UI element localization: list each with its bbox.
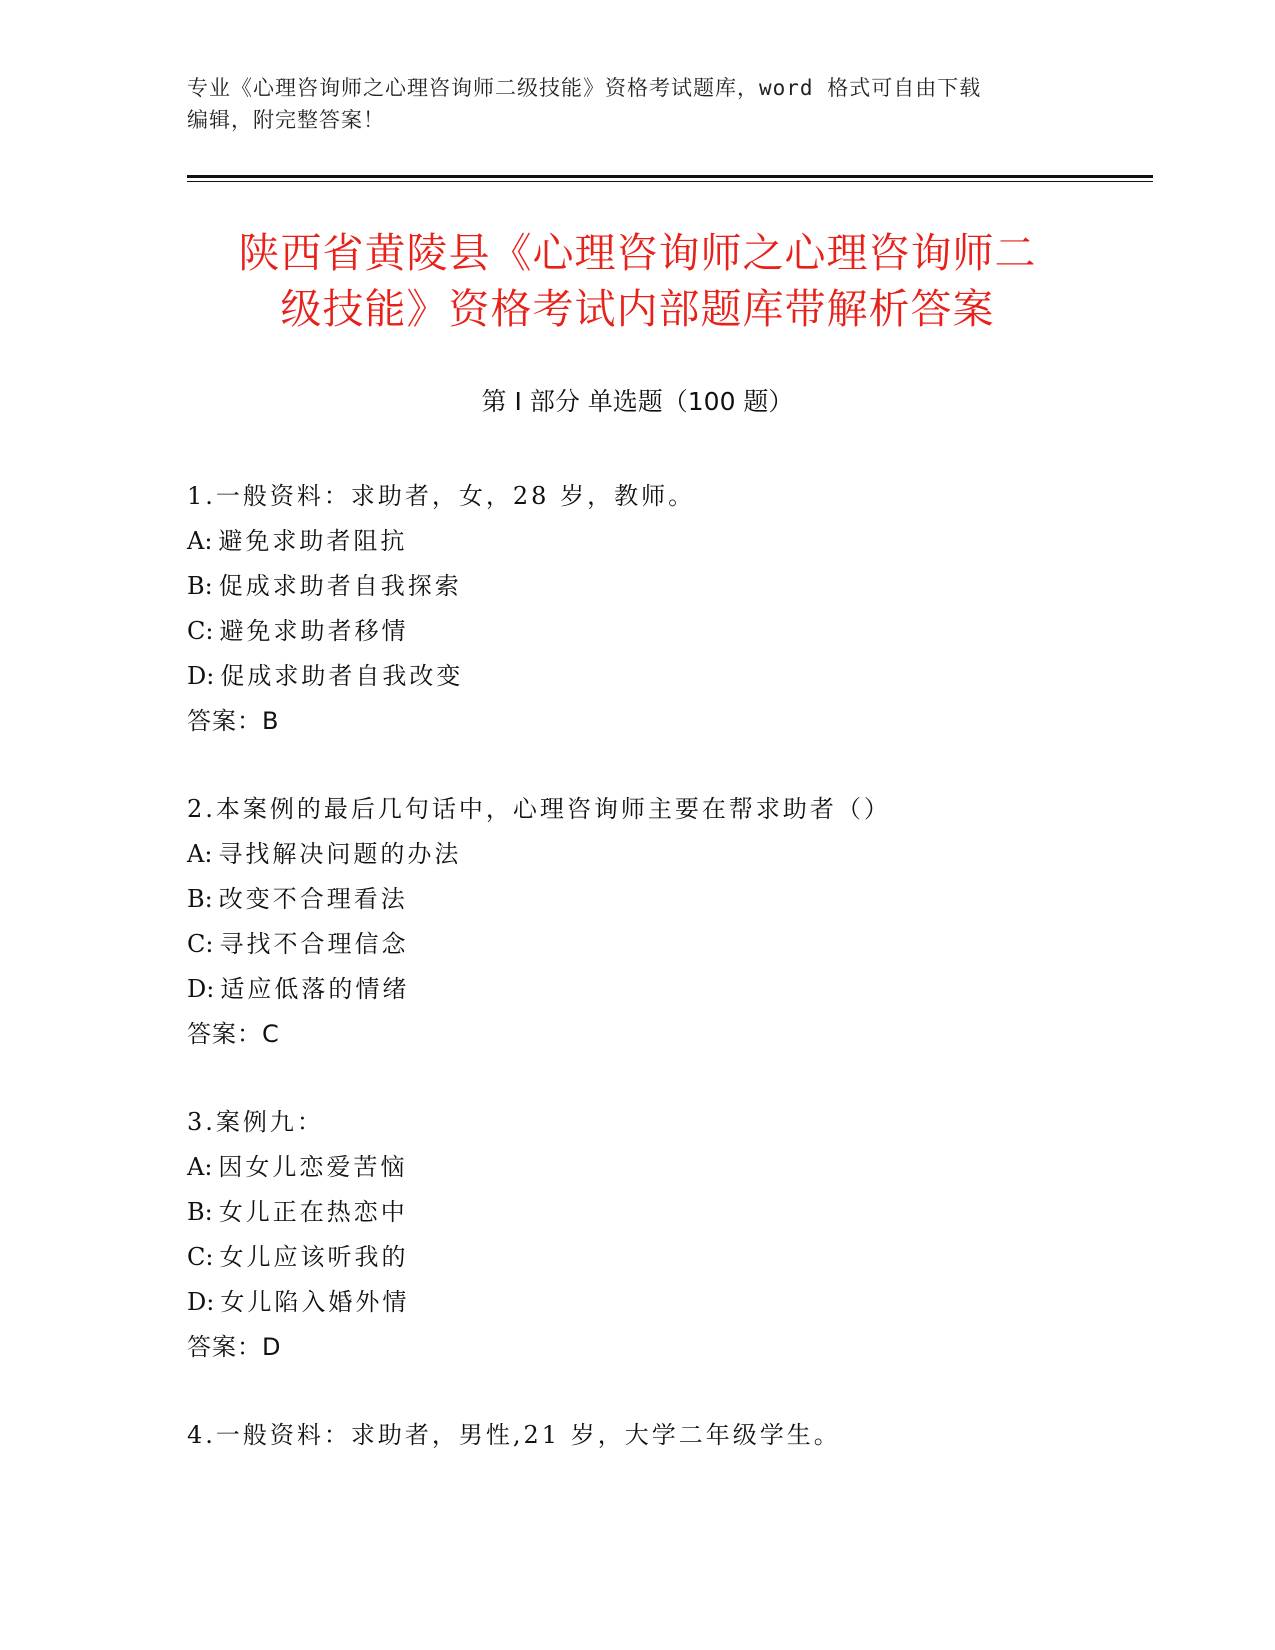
question-stem: 2.本案例的最后几句话中，心理咨询师主要在帮求助者（） <box>187 795 891 823</box>
option-text: 寻找解决问题的办法 <box>218 840 462 868</box>
option-d <box>187 967 1137 1012</box>
option-c <box>187 922 1137 967</box>
option-c <box>187 609 1137 654</box>
answer-line: 答案：C <box>187 1020 280 1048</box>
answer-line: 答案：D <box>187 1333 282 1361</box>
option-text: 女儿正在热恋中 <box>218 1198 408 1226</box>
option-text: 适应低落的情绪 <box>220 975 410 1003</box>
header-divider-thin <box>187 181 1153 182</box>
option-label: A: <box>187 840 213 868</box>
option-text: 避免求助者移情 <box>219 617 409 645</box>
option-text: 避免求助者阻抗 <box>218 527 408 555</box>
option-text: 促成求助者自我改变 <box>220 662 464 690</box>
option-label: A: <box>187 527 213 555</box>
option-label: D: <box>187 975 215 1003</box>
option-label: D: <box>187 1288 215 1316</box>
option-c <box>187 1235 1137 1280</box>
question-list <box>187 474 1137 1501</box>
question-1 <box>187 474 1137 744</box>
option-label: B: <box>187 885 213 913</box>
option-label: B: <box>187 1198 213 1226</box>
option-text: 促成求助者自我探索 <box>218 572 462 600</box>
question-stem: 3.案例九： <box>187 1108 324 1136</box>
header-note <box>187 72 1077 136</box>
answer-line: 答案：B <box>187 707 280 735</box>
option-label: A: <box>187 1153 213 1181</box>
option-text: 寻找不合理信念 <box>219 930 409 958</box>
option-text: 因女儿恋爱苦恼 <box>218 1153 408 1181</box>
question-4 <box>187 1413 1137 1458</box>
option-text: 女儿陷入婚外情 <box>220 1288 410 1316</box>
option-label: B: <box>187 572 213 600</box>
section-heading: 第 I 部分 单选题（100 题） <box>481 387 794 416</box>
question-stem: 4.一般资料：求助者，男性,21 岁，大学二年级学生。 <box>187 1421 841 1449</box>
document-title-line-1: 陕西省黄陵县《心理咨询师之心理咨询师二 <box>238 229 1037 277</box>
option-b <box>187 564 1137 609</box>
option-text: 女儿应该听我的 <box>219 1243 409 1271</box>
option-label: C: <box>187 930 214 958</box>
option-label: C: <box>187 1243 214 1271</box>
option-a <box>187 519 1137 564</box>
option-label: D: <box>187 662 215 690</box>
document-title-line-2: 级技能》资格考试内部题库带解析答案 <box>280 285 995 333</box>
option-b <box>187 1190 1137 1235</box>
option-a <box>187 1145 1137 1190</box>
header-note-line-2: 编辑，附完整答案！ <box>187 108 385 132</box>
option-text: 改变不合理看法 <box>218 885 408 913</box>
option-a <box>187 832 1137 877</box>
header-note-line-1: 专业《心理咨询师之心理咨询师二级技能》资格考试题库，word 格式可自由下载 <box>187 76 982 100</box>
option-d <box>187 1280 1137 1325</box>
option-d <box>187 654 1137 699</box>
header-divider-thick <box>187 175 1153 178</box>
question-3 <box>187 1100 1137 1370</box>
question-stem: 1.一般资料：求助者，女，28 岁，教师。 <box>187 482 696 510</box>
document-title <box>150 225 1125 337</box>
question-2 <box>187 787 1137 1057</box>
option-label: C: <box>187 617 214 645</box>
option-b <box>187 877 1137 922</box>
